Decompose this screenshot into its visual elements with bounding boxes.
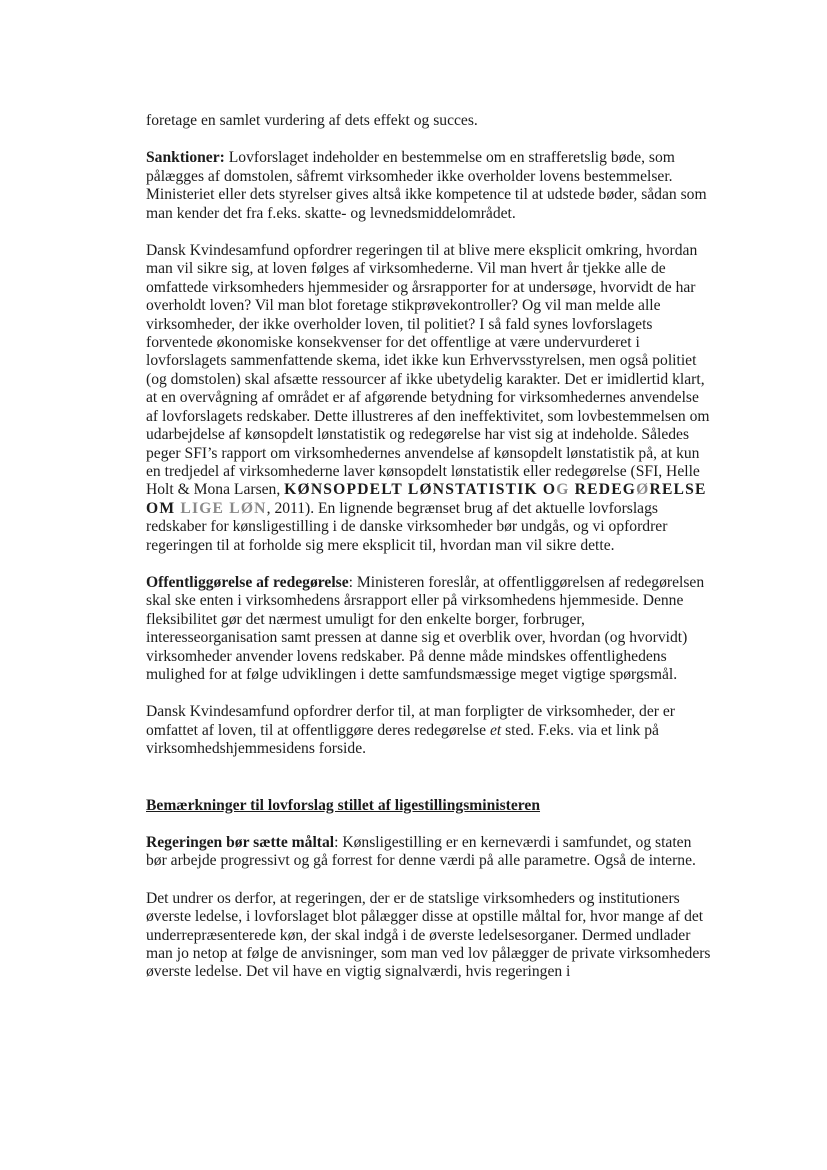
report-title-part: KØNSOPDELT LØNSTATISTIK O bbox=[284, 481, 557, 499]
paragraph-sanktioner bbox=[146, 149, 712, 223]
paragraph-label: Offentliggørelse af redegørelse bbox=[146, 573, 349, 591]
paragraph-label: Sanktioner: bbox=[146, 149, 225, 167]
paragraph-continuation bbox=[146, 112, 712, 130]
paragraph-opfordring-eksplicit bbox=[146, 242, 712, 555]
report-title-part: LIGE LØN bbox=[175, 499, 267, 517]
paragraph-text: : Kønsligestilling er en kerneværdi i samfundet, og staten bør arbejde progressivt og gå forrest for denne værdi på alle parametre. Også de interne. bbox=[146, 834, 696, 870]
paragraph-text: Dansk Kvindesamfund opfordrer regeringen til at blive mere eksplicit omkring, hvordan man vil sikre sig, at loven følges af virksomhederne. Vil man hvert år tjekke alle de omfattede virksomheders hjemmesider og årsrapporter for at undersøge, hvorvidt de har overholdt loven? Vil man blot foretage stikprøvekontroller? Og vil man melde alle virksomheder, der ikke overholder loven, til politiet? I så fald synes lovforslagets forventede økonomiske konsekvenser for det offentlige at være undervurderet i lovforslagets sammenfattende skema, idet ikke kun Erhvervsstyrelsen, men også politiet (og domstolen) skal afsætte ressourcer af ikke ubetydelig karakter. Det er imidlertid klart, at en overvågning af området er af afgørende betydning for virksomhedernes anvendelse af lovforslagets redskaber. Dette illustreres af den ineffektivitet, som lovbestemmelsen om udarbejdelse af kønsopdelt lønstatistik og redegørelse har vist sig at indeholde. Således peger SFI’s rapport om virksomhedernes anvendelse af kønsopdelt lønstatistik på, at kun en tredjedel af virksomhederne laver kønsopdelt lønstatistik eller redegørelse (SFI, Helle Holt & Mona Larsen, bbox=[146, 242, 710, 499]
report-title-part: Ø bbox=[636, 481, 650, 499]
paragraph-text: foretage en samlet vurdering af dets effekt og succes. bbox=[146, 112, 478, 129]
paragraph-text: Det undrer os derfor, at regeringen, der er de statslige virksomheders og institutioners øverste ledelse, i lovforslaget blot pålægger disse at opstille måltal for, hvor mange af det underrepræsenterede køn, der skal indgå i de øverste ledelsesorganer. Dermed undlader man jo netop at følge de anvisninger, som man ved lov pålægger de private virksomheders øverste ledelse. Det vil have en vigtig signalværdi, hvis regeringen i bbox=[146, 889, 711, 981]
paragraph-text: Lovforslaget indeholder en bestemmelse om en strafferetslig bøde, som pålægges af domstolen, såfremt virksomheder ikke overholder lovens bestemmelser. Ministeriet eller dets styrelser gives altså ikke kompetence til at udstede bøder, sådan som man kender det fra f.eks. skatte- og levnedsmiddelområdet. bbox=[146, 149, 707, 222]
paragraph-offentliggorelse bbox=[146, 574, 712, 684]
paragraph-text: sted. F.eks. via et link på virksomhedshjemmesidens forside. bbox=[146, 721, 659, 758]
paragraph-label: Regeringen bør sætte måltal bbox=[146, 834, 335, 851]
paragraph-undren bbox=[146, 890, 712, 982]
paragraph-text: Dansk Kvindesamfund opfordrer derfor til, at man forpligter de virksomheder, der er omfattet af loven, til at offentliggøre deres redegørelse bbox=[146, 703, 675, 739]
paragraph-text: , 2011). En lignende begrænset brug af det aktuelle lovforslags redskaber for kønsligestilling i de danske virksomheder bør undgås, og vi opfordrer regeringen til at forholde sig mere eksplicit til, hvordan man vil sikre dette. bbox=[146, 499, 668, 554]
report-title-part: G bbox=[556, 481, 570, 499]
paragraph-forpligtelse bbox=[146, 703, 712, 758]
report-title-part: REDEG bbox=[569, 481, 637, 499]
emphasis-text: et bbox=[489, 721, 502, 739]
section-heading: Bemærkninger til lovforslag stillet af ligestillingsministeren bbox=[146, 796, 541, 814]
paragraph-text: : Ministeren foreslår, at offentliggørelsen af redegørelsen skal ske enten i virksomhedens årsrapport eller på virksomhedens hjemmeside. Denne fleksibilitet gør det nærmest umuligt for den enkelte borger, forbruger, interesseorganisation samt pressen at danne sig et overblik over, hvordan (og hvorvidt) virksomheder anvender lovens redskaber. På denne måde mindskes offentlighedens mulighed for at følge udviklingen i dette samfundsmæssige meget vigtige spørgsmål. bbox=[146, 573, 705, 683]
report-title-part: RELSE OM bbox=[146, 481, 707, 517]
paragraph-maaltal bbox=[146, 834, 712, 871]
document-body bbox=[146, 112, 712, 1001]
